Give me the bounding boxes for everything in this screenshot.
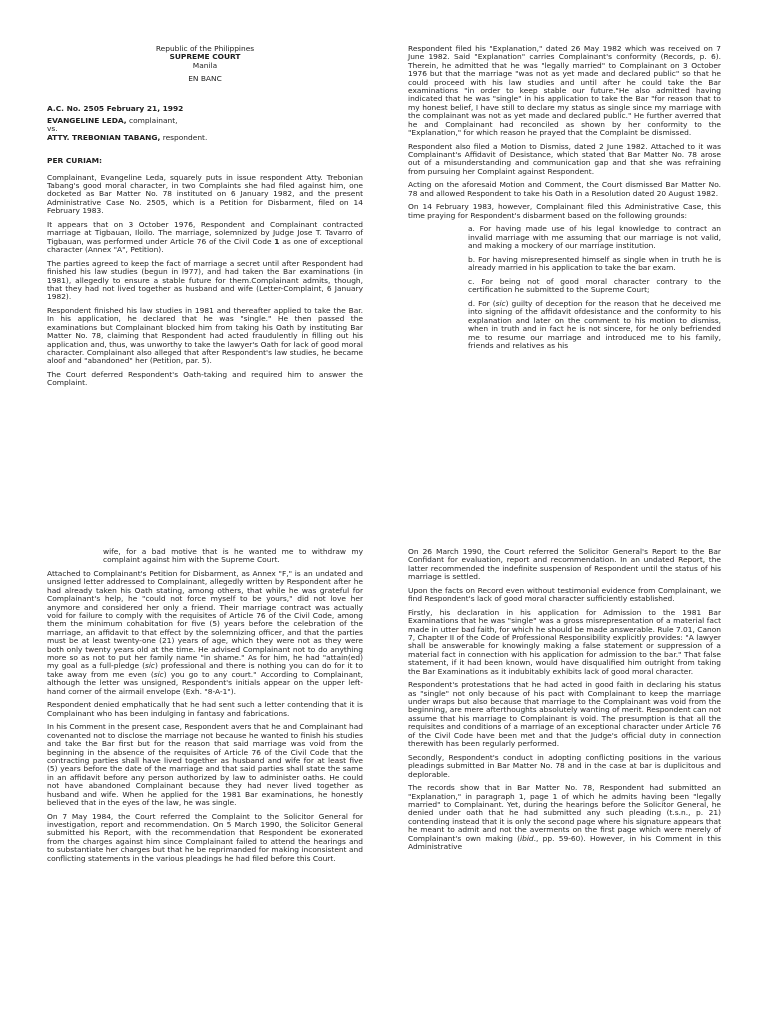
republic-line: Republic of the Philippines: [155, 44, 255, 53]
court-name: SUPREME COURT: [169, 52, 241, 62]
paragraph: Firstly, his declaration in his application for Admission to the 1981 Bar Examinations that he was "single" was a gross misrepresentation of a material fact made in utter bad faith, for which he should be made answerable. Rule 7.01, Canon 7, Chapter II of the Code of Professional Responsibility explicitly provides: "A lawyer shall be answerable for knowingly making a false statement or suppression of a material fact in connection with his application for admission to the bar." That false statement, if it had been known, would have disqualified him outright from taking the Bar Examinations as it indubitably exhibits lack of good moral character.: [408, 607, 721, 676]
paragraph: The parties agreed to keep the fact of marriage a secret until after Respondent had finished his law studies (begun in l977), and had taken the Bar examinations (in 1981), allegedly to ensure a stable future for them.Complainant admits, though, that they had not lived together as husband and wife (Letter-Complaint, 6 January 1982).: [47, 258, 363, 302]
ground-d-continued: wife, for a bad motive that is he wanted me to withdraw my complaint against him with the Supreme Court.: [103, 547, 363, 565]
respondent-line: [47, 134, 363, 142]
paragraph: On 7 May 1984, the Court referred the Complaint to the Solicitor General for investigation, report and recommendation. On 5 March 1990, the Solicitor General submitted his Report, with the recommendation that Respondent be exonerated from the charges against him since Complainant failed to attend the hearings and to substantiate her charges but that he be reprimanded for making inconsistent and conflicting statements in the various pleadings he had filed before this Court.: [47, 811, 363, 863]
division-label: EN BANC: [188, 74, 222, 84]
paragraph: Secondly, Respondent's conduct in adopting conflicting positions in the various pleadings submitted in Bar Matter No. 78 and in the case at bar is duplicitous and deplorable.: [408, 752, 721, 779]
paragraph: The Court deferred Respondent's Oath-taking and required him to answer the Complaint.: [47, 369, 363, 388]
paragraph: In his Comment in the present case, Respondent avers that he and Complainant had covenanted not to disclose the marriage not because he wanted to finish his studies and take the Bar first but for the reason that said marriage was void from the beginning in the absence of the requisites of Article 76 of the Civil Code that the contracting parties shall have lived together as husband and wife for at least five (5) years before the date of the marriage and that said parties shall state the same in an affidavit before any person authorized by law to administer oaths. He could not have abandoned Complainant because they had never lived together as husband and wife. When he applied for the 1981 Bar examinations, he honestly believed that in the eyes of the law, he was single.: [47, 722, 363, 807]
paragraph: Upon the facts on Record even without testimonial evidence from Complainant, we find Respondent's lack of good moral character sufficiently established.: [408, 585, 721, 604]
paragraph: Attached to Complainant's Petition for Disbarment, as Annex "F," is an undated and unsigned letter addressed to Complainant, allegedly written by Respondent after he had already taken his Oath stating, among others, that while he was grateful for Complainant's help, he "could not force myself to be yours," did not love her anymore and considered her only a friend. Their marriage contract was actually void for failure to comply with the requisites of Article 76 of the Civil Code, among them the minimum cohabitation for five (5) years before the celebration of the marriage, an affidavit to that effect by the solemnizing officer, and that the parties must be at least twenty-one (21) years of age, which they were not as they were both only twenty years old at the time. He advised Complainant not to do anything more so as not to put her family name "in shame." As for him, he had "attain(ed) my goal as a full-pledge (sic) professional and there is nothing you can do for it to take away from me even (sic) you go to any court." According to Complainant, although the letter was unsigned, Respondent's initials appear on the upper left-hand corner of the airmail envelope (Exh. "8-A-1").: [47, 569, 363, 696]
paragraph: Respondent denied emphatically that he had sent such a letter contending that it is Complainant who has been indulging in fantasy and fabrications.: [47, 700, 363, 718]
respondent-name: ATTY. TREBONIAN TABANG,: [47, 132, 161, 142]
ground-c: c. For being not of good moral character contrary to the certification he submitted to the Supreme Court;: [468, 276, 721, 295]
complainant-line: [47, 117, 363, 125]
ground-a: a. For having made use of his legal knowledge to contract an invalid marriage with me assuming that our marriage is not valid, and making a mockery of our marriage institution.: [468, 224, 721, 251]
paragraph: Acting on the aforesaid Motion and Comment, the Court dismissed Bar Matter No. 78 and allowed Respondent to take his Oath in a Resolution dated 20 August 1982.: [408, 180, 721, 198]
column-1: [47, 45, 363, 393]
paragraph: Complainant, Evangeline Leda, squarely puts in issue respondent Atty. Trebonian Tabang's good moral character, in two Complaints she had filed against him, one docketed as Bar Matter No. 78 instituted on 6 January 1982, and the present Administrative Case No. 2505, which is a Petition for Disbarment, filed on 14 February 1983.: [47, 172, 363, 216]
paragraph: The records show that in Bar Matter No. 78, Respondent had submitted an "Explanation," in paragraph 1, page 1 of which he admits having been "legally married" to Complainant. Yet, during the hearings before the Solicitor General, he denied under oath that he had submitted any such pleading (t.s.n., p. 21) contending instead that it is only the second page where his signature appears that he meant to admit and not the averments on the first page which were merely of Complainant's own making (ibid., pp. 59-60). However, in his Comment in this Administrative: [408, 783, 721, 851]
footnote-ref: 1: [274, 236, 280, 246]
ground-b: b. For having misrepresented himself as single when in truth he is already married in his application to take the bar exam.: [468, 254, 721, 273]
court-city: Manila: [192, 60, 218, 70]
paragraph: Respondent also filed a Motion to Dismiss, dated 2 June 1982. Attached to it was Complainant's Affidavit of Desistance, which stated that Bar Matter No. 78 arose out of a misunderstanding and communication gap and that she was refraining from pursuing her Complaint against Respondent.: [408, 141, 721, 176]
paragraph: Respondent's protestations that he had acted in good faith in declaring his status as "single" not only because of his pact with Complainant to keep the marriage under wraps but also because that marriage to the Complainant was void from the beginning, are mere afterthoughts absolutely wanting of merit. Respondent can not assume that his marriage to Complainant is void. The presumption is that all the requisites and conditions of a marriage of an exceptional character under Article 76 of the Civil Code have been met and that the Judge's official duty in connection therewith has been regularly performed.: [408, 680, 721, 749]
paragraph: It appears that on 3 October 1976, Respondent and Complainant contracted marriage at Tigbauan, Iloilo. The marriage, solemnized by Judge Jose T. Tavarro of Tigbauan, was performed under Article 76 of the Civil Code 1 as one of exceptional character (Annex "A", Petition).: [47, 219, 363, 255]
column-2: [408, 45, 721, 356]
column-4: [408, 548, 721, 857]
ground-d: d. For (sic) guilty of deception for the reason that he deceived me into signing of the affidavit ofdesistance and the conformity to his explanation and later on the comment to his motion to dismiss, when in truth and in fact he is not sincere, for he only befriended me to resume our marriage and introduced me to his family, friends and relatives as his: [468, 298, 721, 350]
paragraph: On 14 February 1983, however, Complainant filed this Administrative Case, this time praying for Respondent's disbarment based on the following grounds:: [408, 202, 721, 220]
complainant-name: EVANGELINE LEDA,: [47, 116, 127, 126]
paragraph: Respondent finished his law studies in 1981 and thereafter applied to take the Bar. In his application, he declared that he was "single." He then passed the examinations but Complainant blocked him from taking his Oath by instituting Bar Matter No. 78, claiming that Respondent had acted fraudulently in filling out his application and, thus, was unworthy to take the lawyer's Oath for lack of good moral character. Complainant also alleged that after Respondent's law studies, he became aloof and "abandoned" her (Petition, par. 5).: [47, 305, 363, 366]
complainant-role: complainant,: [126, 116, 178, 126]
versus: vs.: [47, 124, 58, 134]
paragraph: On 26 March 1990, the Court referred the Solicitor General's Report to the Bar Confidant for evaluation, report and recommendation. In an undated Report, the latter recommended the indefinite suspension of Respondent until the status of his marriage is settled.: [408, 547, 721, 582]
per-curiam-heading: PER CURIAM:: [47, 156, 102, 166]
paragraph: Respondent filed his "Explanation," dated 26 May 1982 which was received on 7 June 1982. Said "Explanation" carries Complainant's conformity (Records, p. 6). Therein, he admitted that he was "legally married" to Complainant on 3 October 1976 but that the marriage "was not as yet made and declared public" so that he could proceed with his law studies and until after he could take the Bar examinations "in order to keep stable our future."He also admitted having indicated that he was "single" in his application to take the Bar "for reason that to my honest belief, I have still to declare my status as single since my marriage with the complainant was not as yet made and declared public." He further averred that he and Complainant had reconciled as shown by her conformity to the "Explanation," for which reason he prayed that the Complaint be dismissed.: [408, 44, 721, 138]
case-number: A.C. No. 2505 February 21, 1992: [47, 103, 184, 113]
column-3: [47, 548, 363, 868]
respondent-role: respondent.: [160, 132, 208, 142]
